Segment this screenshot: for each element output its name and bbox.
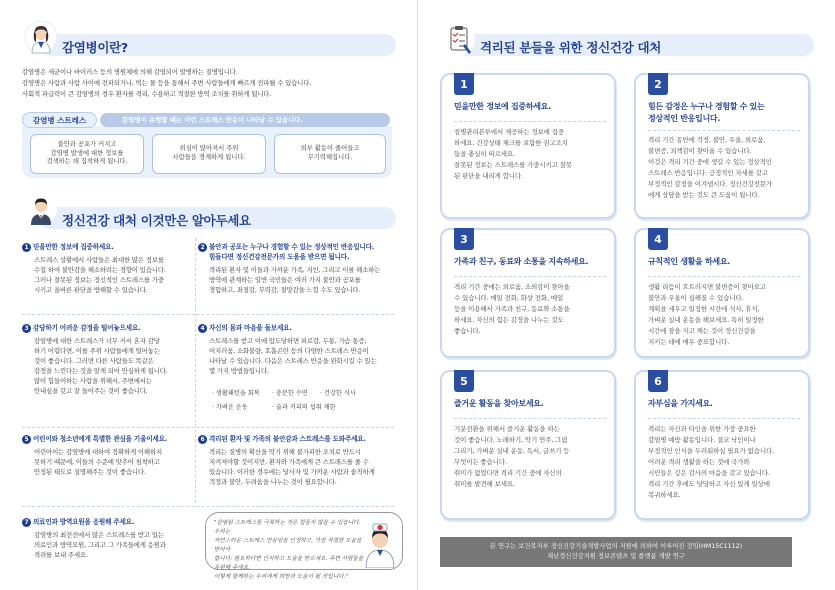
card-4-line-3: 계획을 세우고 일정한 시간에 식사, 휴식, (648, 305, 760, 313)
section1-title: 감염병이란? (62, 40, 128, 55)
stress-box-1-line-2: 감염병 발생에 대한 정보를 (50, 149, 124, 157)
tip-3-title (22, 324, 140, 333)
grid-divider-2 (22, 427, 394, 428)
stress-note: 감염병이 유행할 때는 이런 스트레스 반응이 나타날 수 있습니다. (122, 116, 303, 124)
tip-2-line-1: 격리된 환자 및 이들과 가까운 가족, 지인, 그리고 이를 해소하는 (209, 266, 381, 274)
footer-line-1: 본 연구는 보건복지부 정신건강기술개발사업의 지원에 의하여 이루어진 것임(HM15C1112) (489, 543, 743, 550)
card-5-line-2: 것이 좋습니다. 노래하기, 악기 연주, 그림 (454, 436, 568, 444)
card-2-line-4: 스트레스 반응입니다. 긍정적인 자세를 갖고 (648, 169, 768, 177)
card-2-divider (648, 130, 800, 131)
tip-card-5 (440, 370, 616, 520)
card-1-title: 믿을만한 정보에 집중하세요. (454, 102, 551, 111)
checklist-icon (442, 22, 476, 56)
tip-6-line-2: 지켜져야할 것이지만, 환자와 가족에게 큰 스트레스를 줄 수 (209, 458, 369, 466)
tip-6-line-1: 격리는 질병의 확산을 막기 위해 불가피한 조치로 반드시 (209, 448, 361, 456)
card-1-divider (454, 121, 606, 122)
card-6-badge: 6 (648, 370, 668, 392)
card-2-line-5: 부정적인 감정을 이겨냅시다. 정신건강전문가 (648, 180, 773, 188)
card-4-badge: 4 (648, 228, 668, 250)
tip-5-line-2: 못하기 때문에, 이들의 수준에 맞추어 침착하고 (34, 458, 160, 466)
stress-note-bar (100, 113, 390, 127)
section1-paragraph-3: 사회적 파급력이 큰 감염병의 경우 환자를 격리, 수용하고 적절한 방역 조치를 취하게 됩니다. (22, 90, 272, 98)
card-5-title: 즐거운 활동을 찾아보세요. (454, 399, 544, 408)
card-3-line-2: 수 있습니다. 매일 전화, 화상 전화, 메일 (454, 294, 564, 302)
tip-7-title (22, 518, 134, 527)
card-4-line-2: 불안과 우울이 심해질 수 있습니다. (648, 294, 744, 302)
tip-7-title-text: 의료인과 방역요원을 응원해 주세요. (33, 518, 135, 526)
card-5-line-5: 취미가 없었다면 격리 기간 중에 자신의 (454, 469, 562, 477)
tip-6-line-4: 걱정과 불안, 두려움을 나누는 것이 필요합니다. (209, 478, 337, 486)
tip-4-line-1: 스트레스를 받고 이에 압도당하면 피로감, 두통, 가슴 통증, (209, 337, 367, 345)
stress-box-1 (30, 134, 144, 174)
stress-box-2-line-2: 사람들을 경계하게 됩니다. (172, 154, 246, 161)
tip-2-title (198, 243, 374, 252)
card-2-line-1: 격리 기간 동안에 걱정, 불안, 우울, 외로움, (648, 136, 766, 144)
tip-4-bullet-5: · 술과 커피의 섭취 제한 (272, 404, 336, 411)
tip-2-title-text: 불안과 공포는 누구나 경험할 수 있는 정상적인 반응입니다. (209, 243, 375, 251)
card-6-line-6: 격리 기간 후에도 당당하고 자신 있게 일상에 (648, 480, 770, 488)
grid-divider-vertical (195, 238, 196, 503)
card-4-line-4: 가벼운 실내 운동을 해보세요. 특히 일정한 (648, 316, 764, 324)
stress-box-1-line-3: 검색하는 데 집착하게 됩니다. (46, 158, 128, 166)
man-avatar-icon (24, 192, 58, 226)
card-5-divider (454, 418, 606, 419)
card-1-line-3: 들을 충실히 따르세요. (454, 150, 515, 158)
quote-line-3: 합니다. 필요하다면 인지하고 도움을 받으세요. 주변 사람들을 응원해 주세요. (214, 556, 364, 571)
tip-6-number: 6 (198, 435, 207, 444)
tip-7-line-1: 감염병의 최전선에서 많은 스트레스를 받고 있는 (34, 531, 164, 539)
tip-card-4 (634, 228, 810, 358)
tip-card-3 (440, 228, 616, 358)
card-1-line-4: 잘못된 정보는 스트레스를 가중시키고 잘못 (454, 161, 572, 169)
card-3-title: 가족과 친구, 동료와 소통을 지속하세요. (454, 257, 589, 266)
stress-box-1-line-1: 불안과 공포가 커지고 (57, 141, 117, 149)
card-6-line-5: 시민들은 깊은 감사의 마음을 갖고 있습니다. (648, 469, 770, 477)
card-3-line-4: 하세요. 자신의 힘든 감정을 나누는 것도 (454, 316, 564, 324)
grid-divider-3 (22, 506, 394, 507)
nurse-avatar-icon (362, 516, 398, 568)
card-2-line-3: 이것은 격리 기간 중에 생길 수 있는 정상적인 (648, 158, 772, 166)
tip-5-line-1: 어린아이는 감염병에 대하여 정확하게 이해하지 (34, 448, 162, 456)
quote-line-4: 이렇게 함께하는 우리에게 희망과 도움이 될 것입니다." (214, 574, 348, 580)
card-2-line-6: 에게 상담을 받는 것도 큰 도움이 됩니다. (648, 191, 760, 199)
tip-4-line-3: 나타날 수 있습니다. 다음은 스트레스 반응을 완화시킬 수 있는 (209, 357, 377, 365)
right-title: 격리된 분들을 위한 정신건강 대처 (480, 40, 662, 55)
tip-2-number: 2 (198, 243, 207, 252)
tip-3-line-4: 감정을 느낀다는 것을 알게 되어 안심하게 됩니다. (34, 367, 168, 375)
section1-paragraph-2: 감염병은 사람과 사람 사이에 전파되거나, 먹는 물 등을 통해서 주변 사람들에게 빠르게 전파될 수 있습니다. (22, 79, 312, 87)
grid-divider-1 (22, 314, 394, 315)
card-4-line-6: 지키는 데에 매우 중요합니다. (648, 338, 730, 346)
tip-4-number: 4 (198, 324, 207, 333)
tip-4-title-text: 자신의 몸과 마음을 돌보세요. (209, 324, 292, 332)
stress-box-2-line-1: 위심이 많아져서 주위 (179, 145, 239, 153)
doctor-avatar-icon (24, 20, 58, 54)
tip-2-line-2: 방역에 관계하는 일반 국민들은 여러 가지 불안과 공포를 (209, 276, 361, 284)
tip-7-line-2: 의료인과 방역요원, 그리고 그 가족들에게 응원과 (34, 541, 166, 549)
stress-box-2 (152, 134, 266, 174)
tip-1-line-4: 시키고 올바른 판단을 방해할 수 있습니다. (34, 286, 148, 294)
tip-4-title (198, 324, 292, 333)
card-4-line-1: 생활 리듬이 흐트러지면 불면증이 찾아오고 (648, 283, 766, 291)
card-6-line-1: 격리는 자신과 타인을 위한 가장 중요한 (648, 425, 756, 433)
tip-3-line-3: 것이 좋습니다. 그러면 다른 사람들도 똑같은 (34, 357, 154, 365)
right-page (418, 0, 835, 590)
tip-3-title-text: 감당하기 어려운 감정을 털어놓으세요. (33, 324, 141, 332)
tip-5-title (22, 435, 167, 444)
tip-3-line-6: 안내심을 갖고 잘 들어주는 것이 좋습니다. (34, 387, 148, 395)
card-3-divider (454, 276, 606, 277)
tip-6-title-text: 격리된 환자 및 가족의 불안감과 스트레스를 도와주세요. (209, 435, 366, 443)
card-3-badge: 3 (454, 228, 474, 250)
card-1-badge: 1 (454, 73, 474, 95)
tip-1-line-1: 스트레스 상황에서 사람들은 최대한 많은 정보를 (34, 256, 164, 264)
card-3-line-5: 좋습니다. (454, 327, 481, 335)
tip-6-title (198, 435, 366, 444)
tip-5-title-text: 어린이와 청소년에게 특별한 관심을 기울이세요. (33, 435, 168, 443)
tip-2-title-2: 힘들다면 정신건강전문가의 도움을 받으면 됩니다. (209, 253, 350, 261)
tip-4-line-2: 어지러움, 소화불량, 호흡곤란 등의 다양한 스트레스 반응이 (209, 347, 369, 355)
card-6-divider (648, 418, 800, 419)
tip-card-2 (634, 73, 810, 219)
tip-1-line-2: 수집 하여 불안감을 해소하려는 경향이 있습니다. (34, 266, 166, 274)
tip-4-bullet-2: · 충분한 수면 (272, 390, 308, 397)
tip-5-line-3: 안정된 태도로 설명해주는 것이 좋습니다. (34, 468, 146, 476)
tip-6-line-3: 있습니다. 이러한 경우에는 당사자 및 가까운 사람과 솔직하게 (209, 468, 375, 476)
tip-4-bullet-3: · 건강한 식사 (320, 390, 356, 397)
card-3-line-1: 격리 기간 중에는 외로움, 소외감이 찾아올 (454, 283, 570, 291)
card-6-line-3: 부정적인 인식을 두려워하실 필요가 없습니다. (648, 447, 775, 455)
tip-4-bullet-4: · 가벼운 운동 (212, 404, 248, 411)
stress-tag: 감염병 스트레스 (22, 112, 97, 128)
tip-7-line-3: 격려를 보내 주세요. (34, 551, 88, 559)
tip-7-number: 7 (22, 518, 31, 527)
card-5-line-1: 기분전환을 위해서 즐거운 활동을 하는 (454, 425, 560, 433)
footer-line-2: 재난정신건강지원 정보콘텐츠 및 플랫폼 개발 연구 (547, 553, 685, 560)
card-2-line-2: 불면증, 죄책감이 찾아올 수 있습니다. (648, 147, 752, 155)
card-4-divider (648, 276, 800, 277)
card-5-line-3: 그리기, 가벼운 실내 운동, 독서, 글쓰기 등 (454, 447, 570, 455)
section1-paragraph-1: 감염병은 세균이나 바이러스 등의 병원체에 의해 감염되어 발병하는 질병입니다. (22, 68, 238, 76)
tip-card-6 (634, 370, 810, 520)
tip-1-title (22, 243, 114, 252)
tip-4-bullet-1: · 생활패턴을 회복 (212, 390, 260, 397)
stress-box-3-line-2: 무기력해집니다. (307, 154, 353, 161)
tip-3-line-5: 많이 힘들어하는 사람을 위해서, 주변에서는 (34, 377, 152, 385)
tip-1-number: 1 (22, 243, 31, 252)
card-6-title: 자부심을 가지세요. (648, 399, 713, 408)
tip-card-1 (440, 73, 616, 219)
tip-3-line-1: 감염병에 대한 스트레스가 너무 커서 혼자 감당 (34, 337, 160, 345)
funding-footer (440, 537, 792, 567)
card-2-badge: 2 (648, 73, 668, 95)
tip-3-number: 3 (22, 324, 31, 333)
section2-title: 정신건강 대처 이것만은 알아두세요 (62, 213, 251, 228)
stress-box-3 (274, 134, 386, 174)
card-5-badge: 5 (454, 370, 474, 392)
tip-4-line-4: 몇 가지 방법들입니다. (209, 367, 269, 375)
stress-box-3-line-1: 외부 활동이 줄어들고 (300, 145, 360, 153)
card-2-title: 힘든 감정은 누구나 경험할 수 있는 (648, 102, 765, 111)
quote-line-1: "감염된 스트레스를 극복하는 것은 힘들지 않을 수 있습니다. 우리는 (214, 520, 361, 535)
card-5-line-4: 무엇이든 좋습니다. (454, 458, 507, 466)
card-1-line-5: 된 판단을 내리게 합니다. (454, 172, 523, 180)
card-3-line-3: 등을 이용해서 가족과 친구, 동료와 소통을 (454, 305, 570, 313)
tip-1-line-3: 그러나 잘못된 정보는 정신적인 스트레스를 가중 (34, 276, 164, 284)
card-2-title-2: 정상적인 반응입니다. (648, 114, 721, 123)
card-6-line-7: 복귀하세요. (648, 491, 681, 499)
card-6-line-4: 어려운 격리 생활을 하는 것에 국가와 (648, 458, 750, 466)
left-page (0, 0, 417, 590)
tip-5-number: 5 (22, 435, 31, 444)
quote-line-2: 자연스러운 스트레스 반응임을 인정하고, 가장 적절한 도움을 받아야 (214, 538, 362, 553)
card-4-line-5: 시간에 잠을 자고 깨는 것이 정신건강을 (648, 327, 756, 335)
card-6-line-2: 감염병 예방 활동입니다. 결코 낙인이나 (648, 436, 756, 444)
card-5-line-6: 취미를 발견해 보세요. (454, 480, 515, 488)
card-1-line-1: 질병관리본부에서 제공하는 정보에 집중 (454, 128, 564, 136)
tip-3-line-2: 하기 어렵다면, 이를 주위 사람들에게 털어놓는 (34, 347, 160, 355)
card-1-line-2: 하세요. 건강상태 체크를 포함한 권고조치 (454, 139, 568, 147)
tip-2-line-3: 경험하고, 좌절감, 무력감, 절망감을 느낄 수도 있습니다. (209, 286, 361, 294)
card-4-title: 규칙적인 생활을 하세요. (648, 257, 730, 266)
tip-1-title-text: 믿을만한 정보에 집중하세요. (33, 243, 114, 251)
